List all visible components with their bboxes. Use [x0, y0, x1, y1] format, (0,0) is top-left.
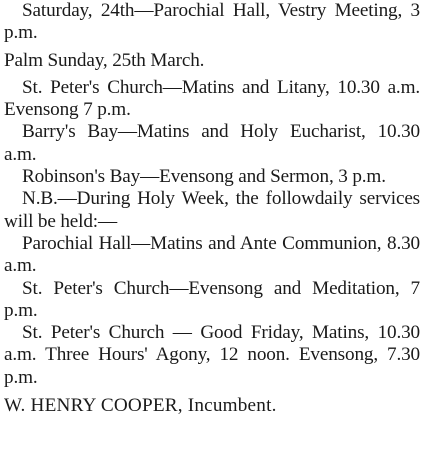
saturday-vestry-meeting: Saturday, 24th—Parochial Hall, Vestry Meeting, 3 p.m.: [4, 0, 420, 44]
st-peters-services: St. Peter's Church—Matins and Litany, 10.30 a.m. Evensong 7 p.m.: [4, 76, 420, 121]
st-peters-evensong: St. Peter's Church—Evensong and Meditation, 7 p.m.: [4, 277, 420, 321]
parochial-hall-services: Parochial Hall—Matins and Ante Communion, 8.30 a.m.: [4, 232, 420, 277]
good-friday-services: St. Peter's Church — Good Friday, Matins, 10.30 a.m. Three Hours' Agony, 12 noon. Evensong, 7.30 p.m.: [4, 322, 420, 388]
palm-sunday-heading: Palm Sunday, 25th March.: [4, 49, 205, 71]
incumbent-signature: W. HENRY COOPER, Incumbent.: [4, 395, 277, 417]
robinsons-bay-services: Robinson's Bay—Evensong and Sermon, 3 p.m.: [22, 166, 386, 188]
holy-week-note: N.B.—During Holy Week, the followdaily services will be held:—: [4, 188, 420, 232]
barrys-bay-services: Barry's Bay—Matins and Holy Eucharist, 10.30 a.m.: [4, 121, 420, 165]
